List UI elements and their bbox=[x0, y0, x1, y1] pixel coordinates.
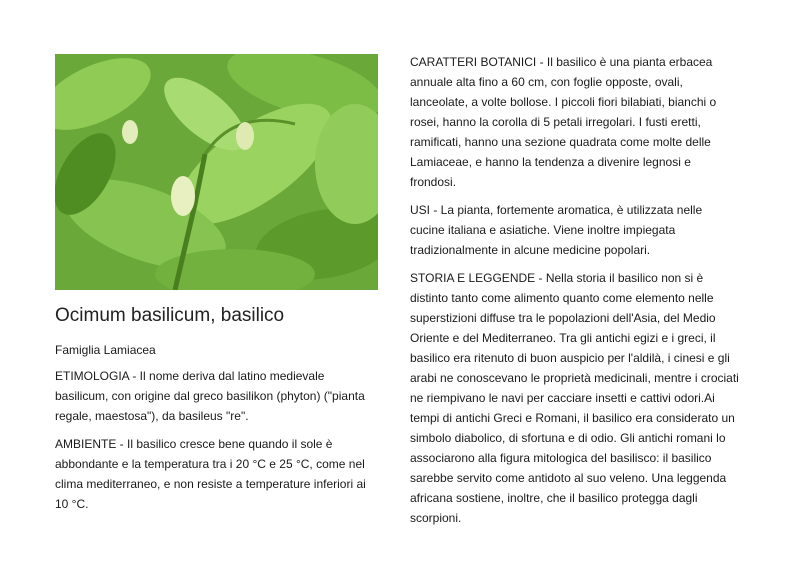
family-text: Famiglia Lamiacea bbox=[55, 343, 156, 357]
page-title: Ocimum basilicum, basilico bbox=[55, 305, 285, 326]
usi-paragraph: USI - La pianta, fortemente aromatica, è utilizzata nelle cucine italiana e asiatiche. Viene inoltre impiegata tradizionalmente in alcune medicine popolari. bbox=[410, 203, 703, 257]
ambiente-paragraph: AMBIENTE - Il basilico cresce bene quando il sole è abbondante e la temperatura tra i 20 °C e 25 °C, come nel clima mediterraneo, e non resiste a temperature inferiori ai 10 °C. bbox=[55, 437, 366, 511]
left-column bbox=[55, 340, 373, 522]
basil-photo bbox=[55, 54, 378, 290]
caratteri-botanici-paragraph: CARATTERI BOTANICI - Il basilico è una pianta erbacea annuale alta fino a 60 cm, con foglie opposte, ovali, lanceolate, a volte bollose. I piccoli fiori bilabiati, bianchi o rosei, hanno la corolla di 5 petali irregolari. I fusti eretti, ramificati, hanno una sezione quadrata come molte delle Lamiaceae, e hanno la tendenza a divenire legnosi e frondosi. bbox=[410, 55, 717, 189]
storia-leggende-paragraph: STORIA E LEGGENDE - Nella storia il basilico non si è distinto tanto come alimento quanto come elemento nelle superstizioni diffuse tra le popolazioni dell'Asia, del Medio Oriente e del Mediterraneo. Tra gli antichi egizi e i greci, il basilico era ritenuto di buon auspicio per l'aldilà, i cinesi e gli arabi ne conoscevano le proprietà medicinali, mentre i crociati ne riempivano le navi per cacciare insetti e cattivi odori.Ai tempi di antichi Greci e Romani, il basilico era considerato un simbolo diabolico, di sfortuna e di odio. Gli antichi romani lo associarono alla figura mitologica del basilisco: il basilico sarebbe servito come antidoto al suo veleno. Una leggenda africana sostiene, inoltre, che il basilico protegga dagli scorpioni. bbox=[410, 271, 739, 525]
basil-leaves-image bbox=[55, 54, 378, 290]
right-column bbox=[410, 52, 740, 536]
etimologia-paragraph: ETIMOLOGIA - Il nome deriva dal latino medievale basilicum, con origine dal greco basilikon (phyton) ("pianta regale, maestosa"), da basileus "re". bbox=[55, 369, 365, 423]
